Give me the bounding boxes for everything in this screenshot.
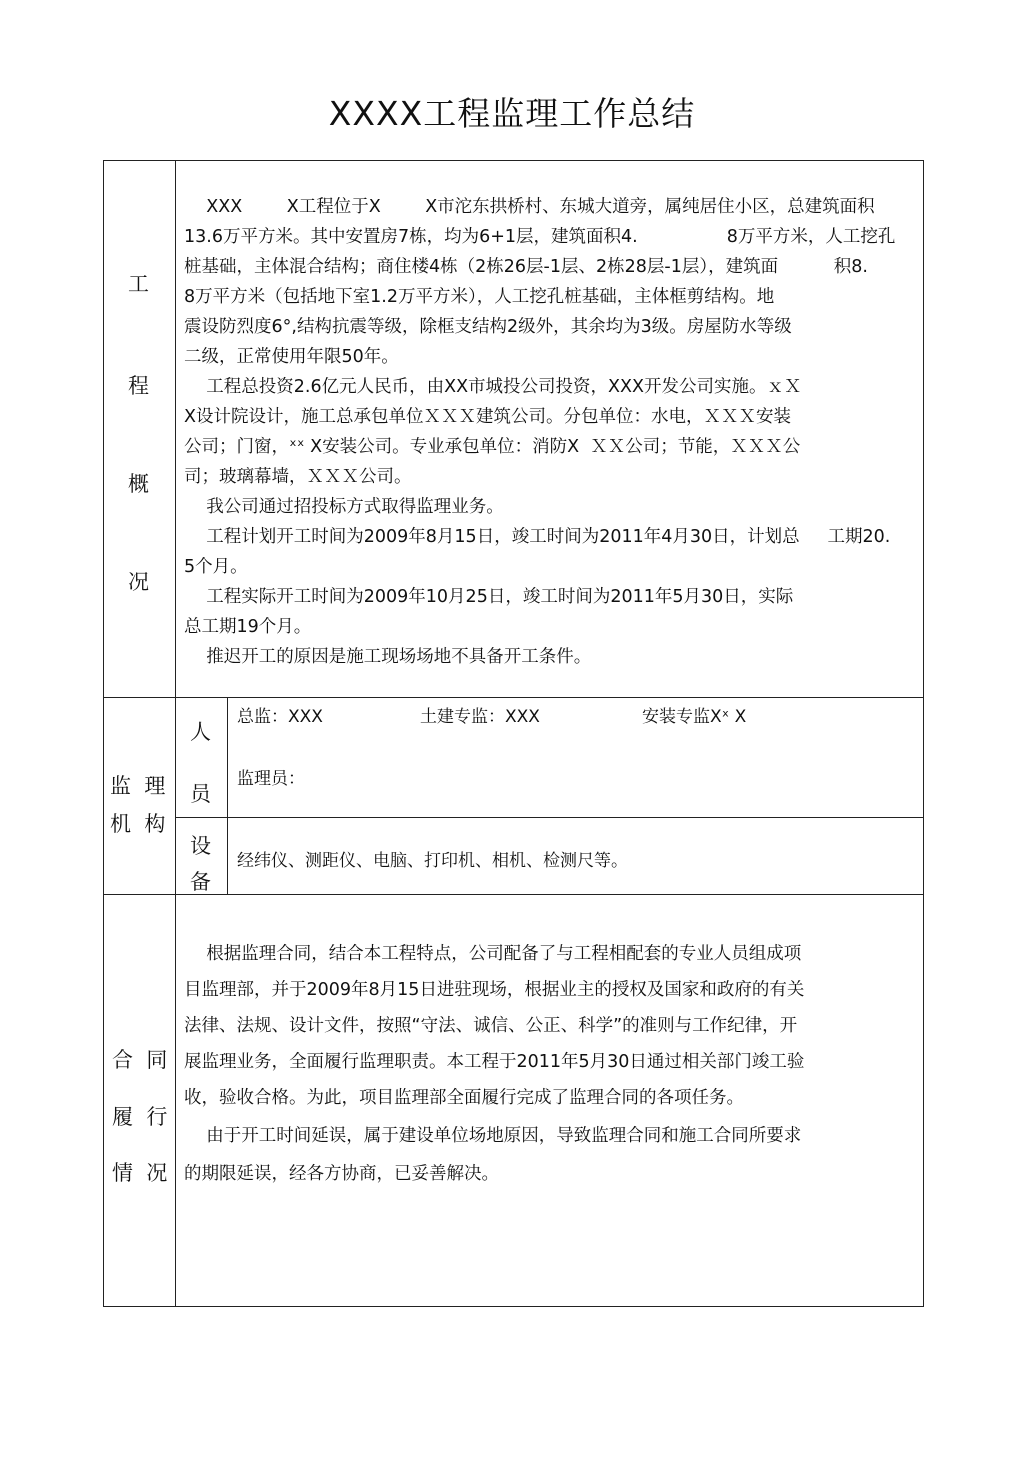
- contract-line: 法律、法规、设计文件，按照“守法、诚信、公正、科学”的准则与工作纪律，开: [184, 1016, 798, 1036]
- overview-line: 总工期19个月。: [184, 617, 312, 637]
- overview-line: 工程计划开工时间为2009年8月15日，竣工时间为2011年4月30日，计划总 工期20.: [184, 527, 891, 547]
- overview-line: 公司；门窗，ˣˣ X安装公司。专业承包单位：消防X ＸＸ公司；节能，ＸＸＸ公: [184, 437, 801, 457]
- overview-label-char-2: 程: [128, 374, 149, 398]
- overview-line: 我公司通过招投标方式取得监理业务。: [184, 497, 504, 517]
- contract-label-line-3: 情 况: [112, 1161, 168, 1185]
- overview-line: 司；玻璃幕墙，ＸＸＸ公司。: [184, 467, 412, 487]
- supervisors-line: 监理员：: [237, 769, 305, 789]
- equipment-label-char-2: 备: [190, 870, 211, 894]
- overview-line: 8万平方米（包括地下室1.2万平方米），人工挖孔桩基础，主体框剪结构。地: [184, 287, 775, 307]
- chief-supervisor: 总监：XXX: [237, 707, 323, 727]
- overview-label-char-4: 况: [128, 570, 149, 594]
- contract-line: 收，验收合格。为此，项目监理部全面履行完成了监理合同的各项任务。: [184, 1088, 744, 1108]
- overview-label-char-1: 工: [128, 272, 149, 296]
- contract-line: 的期限延误，经各方协商，已妥善解决。: [184, 1164, 499, 1184]
- overview-line: X设计院设计，施工总承包单位ＸＸＸ建筑公司。分包单位：水电，ＸＸＸ安装: [184, 407, 791, 427]
- contract-line: 根据监理合同，结合本工程特点，公司配备了与工程相配套的专业人员组成项: [184, 944, 802, 964]
- civil-supervisor: 土建专监：XXX: [420, 707, 540, 727]
- overview-label-char-3: 概: [128, 472, 149, 496]
- overview-line: 震设防烈度6°,结构抗震等级，除框支结构2级外，其余均为3级。房屋防水等级: [184, 317, 792, 337]
- supervision-label-line-2: 机 构: [110, 812, 166, 836]
- table-sublabel-divider: [227, 697, 228, 895]
- overview-line: 桩基础，主体混合结构；商住楼4栋（2栋26层-1层、2栋28层-1层），建筑面 积8.: [184, 257, 868, 277]
- equipment-label-char-1: 设: [190, 834, 211, 858]
- install-supervisor: 安装专监Xˣ X: [642, 707, 747, 727]
- contract-line: 目监理部，并于2009年8月15日进驻现场，根据业主的授权及国家和政府的有关: [184, 980, 805, 1000]
- contract-line: 展监理业务，全面履行监理职责。本工程于2011年5月30日通过相关部门竣工验: [184, 1052, 805, 1072]
- table-subrow-divider: [175, 817, 924, 818]
- personnel-label-char-2: 员: [190, 782, 211, 806]
- table-border-bottom: [103, 1306, 924, 1307]
- overview-line: 工程总投资2.6亿元人民币，由XX市城投公司投资，XXX开发公司实施。ｘＸ: [184, 377, 802, 397]
- contract-label-line-1: 合 同: [112, 1048, 168, 1072]
- contract-label-line-2: 履 行: [112, 1105, 168, 1129]
- equipment-list: 经纬仪、测距仪、电脑、打印机、相机、检测尺等。: [237, 851, 628, 871]
- contract-line: 由于开工时间延误，属于建设单位场地原因，导致监理合同和施工合同所要求: [184, 1126, 802, 1146]
- overview-line: XXX X工程位于X X市沱东拱桥村、东城大道旁，属纯居住小区，总建筑面积: [184, 197, 875, 217]
- page-title: XXXX工程监理工作总结: [328, 94, 696, 133]
- table-border-right: [923, 160, 924, 1307]
- overview-line: 工程实际开工时间为2009年10月25日，竣工时间为2011年5月30日，实际: [184, 587, 794, 607]
- overview-line: 推迟开工的原因是施工现场场地不具备开工条件。: [184, 647, 592, 667]
- personnel-label-char-1: 人: [190, 720, 211, 744]
- table-border-left: [103, 160, 104, 1307]
- overview-line: 二级，正常使用年限50年。: [184, 347, 399, 367]
- overview-line: 5个月。: [184, 557, 248, 577]
- supervision-label-line-1: 监 理: [110, 774, 166, 798]
- overview-line: 13.6万平方米。其中安置房7栋，均为6+1层，建筑面积4. 8万平方米，人工挖孔: [184, 227, 896, 247]
- table-border-top: [103, 160, 924, 161]
- table-label-divider: [175, 160, 176, 1307]
